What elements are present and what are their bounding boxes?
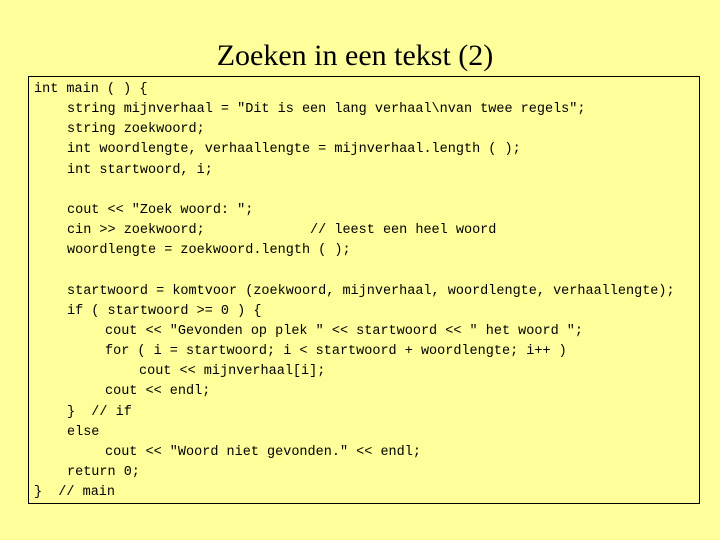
- code-line: if ( startwoord >= 0 ) {: [67, 304, 262, 319]
- code-line: string mijnverhaal = "Dit is een lang verhaal\nvan twee regels";: [67, 102, 586, 117]
- code-line: return 0;: [67, 465, 140, 480]
- code-line: cout << "Zoek woord: ";: [67, 203, 254, 218]
- code-line: } // main: [34, 485, 116, 500]
- code-line: int main ( ) {: [34, 82, 148, 97]
- code-line: cout << mijnverhaal[i];: [139, 364, 326, 379]
- code-line: cout << "Woord niet gevonden." << endl;: [105, 445, 421, 460]
- code-line: cin >> zoekwoord; // leest een heel woord: [67, 223, 497, 238]
- code-line: else: [67, 425, 100, 440]
- code-line: startwoord = komtvoor (zoekwoord, mijnverhaal, woordlengte, verhaallengte);: [67, 284, 675, 299]
- code-line: int woordlengte, verhaallengte = mijnverhaal.length ( );: [67, 142, 521, 157]
- code-line: cout << endl;: [105, 384, 211, 399]
- code-line: string zoekwoord;: [67, 122, 205, 137]
- code-line: int startwoord, i;: [67, 163, 213, 178]
- code-line: woordlengte = zoekwoord.length ( );: [67, 243, 351, 258]
- code-line: cout << "Gevonden op plek " << startwoord << " het woord ";: [105, 324, 583, 339]
- code-line: } // if: [67, 405, 132, 420]
- slide-title: Zoeken in een tekst (2): [216, 39, 494, 72]
- code-line: for ( i = startwoord; i < startwoord + woordlengte; i++ ): [105, 344, 567, 359]
